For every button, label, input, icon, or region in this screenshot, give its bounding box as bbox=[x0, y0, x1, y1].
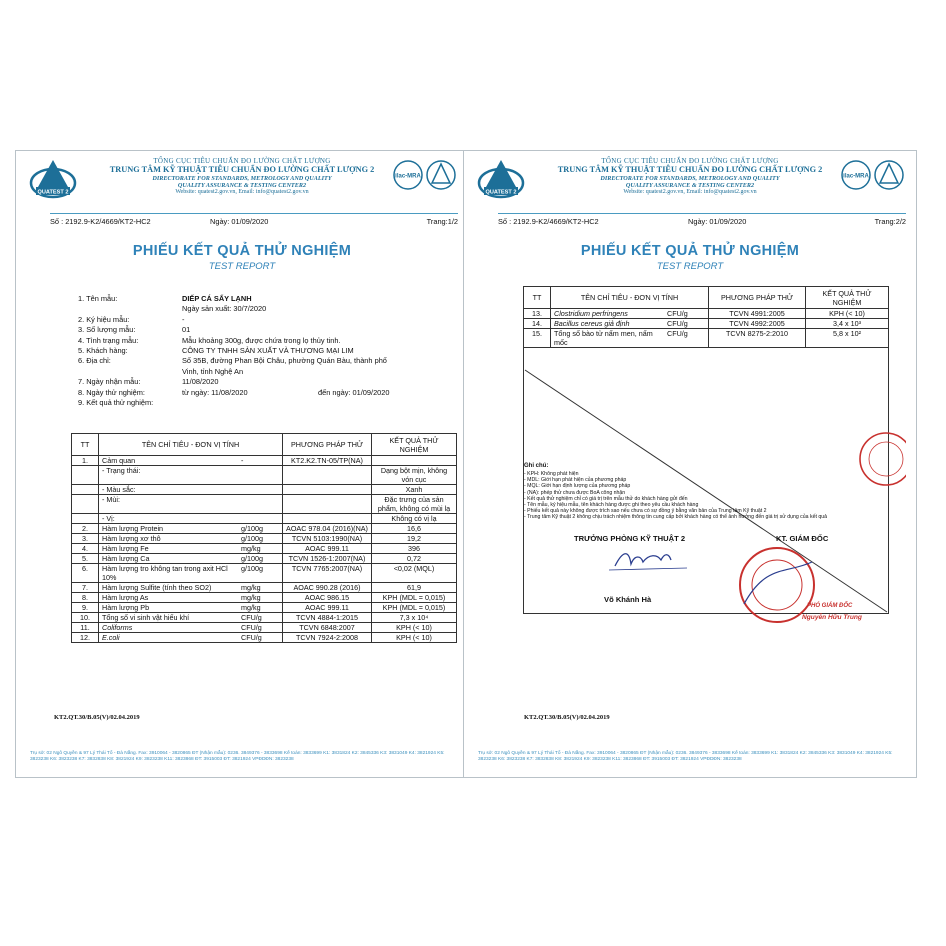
cell-tt bbox=[72, 495, 99, 514]
info-value: từ ngày: 11/08/2020 bbox=[182, 387, 248, 397]
cell-name: Hàm lượng Pb bbox=[99, 603, 239, 613]
cell-method bbox=[283, 485, 372, 495]
cell-name: - Mùi: bbox=[99, 495, 239, 514]
org-line-1: TỔNG CỤC TIÊU CHUẨN ĐO LƯỜNG CHẤT LƯỢNG bbox=[153, 157, 331, 165]
cell-tt: 7. bbox=[72, 583, 99, 593]
cell-unit: - bbox=[238, 456, 283, 466]
svg-text:ilac-MRA: ilac-MRA bbox=[395, 173, 421, 180]
cell-name: E.coli bbox=[99, 633, 239, 643]
cell-unit: mg/kg bbox=[238, 593, 283, 603]
org-line-3: DIRECTORATE FOR STANDARDS, METROLOGY AND QUALITY bbox=[152, 174, 332, 182]
cell-unit: CFU/g bbox=[238, 623, 283, 633]
report-page-1 bbox=[15, 150, 469, 778]
note-item: - Tên mẫu, ký hiệu mẫu, tên khách hàng được ghi theo yêu cầu khách hàng bbox=[524, 502, 699, 509]
report-subtitle: TEST REPORT bbox=[208, 261, 276, 272]
report-page-2 bbox=[463, 150, 917, 778]
svg-text:QUATEST 2: QUATEST 2 bbox=[485, 189, 517, 196]
info-label: 6. Địa chỉ: bbox=[78, 356, 111, 366]
info-row bbox=[78, 398, 458, 408]
note-item: - KPH: Không phát hiện bbox=[524, 471, 579, 477]
cell-unit bbox=[238, 466, 283, 485]
table-row bbox=[72, 514, 457, 524]
cell-name: Hàm lượng tro không tan trong axit HCl 10% bbox=[99, 564, 239, 583]
quatest-logo-icon bbox=[476, 157, 526, 201]
info-label: 9. Kết quả thử nghiệm: bbox=[78, 397, 154, 407]
cell-tt: 3. bbox=[72, 534, 99, 544]
cell-unit bbox=[238, 485, 283, 495]
cell-tt: 8. bbox=[72, 593, 99, 603]
quatest-logo-icon bbox=[28, 157, 78, 201]
notes-title: Ghi chú: bbox=[524, 463, 549, 469]
note-item: - MQL: Giới hạn định lượng của phương pháp bbox=[524, 483, 631, 490]
note-item: - (NA): phép thử chưa được BoA công nhận bbox=[524, 489, 626, 496]
org-line-2: TRUNG TÂM KỸ THUẬT TIÊU CHUẨN ĐO LƯỜNG CHẤT LƯỢNG 2 bbox=[557, 165, 823, 175]
cell-result: Đặc trưng của sản phẩm, không có mùi lạ bbox=[372, 495, 457, 514]
info-value: - bbox=[182, 314, 185, 324]
cell-method: TCVN 4991:2005 bbox=[709, 309, 806, 319]
cell-name: Tổng số bào tử nấm men, nấm mốc bbox=[551, 329, 665, 348]
table-row bbox=[72, 613, 457, 623]
page-indicator: Trang:2/2 bbox=[874, 217, 906, 226]
info-label: 7. Ngày nhận mẫu: bbox=[78, 377, 141, 387]
letterhead bbox=[464, 151, 916, 211]
info-value: Mẫu khoảng 300g, được chứa trong lọ thủy tinh. bbox=[182, 335, 341, 345]
cell-unit: CFU/g bbox=[664, 309, 709, 319]
strike-line bbox=[523, 286, 889, 614]
info-row bbox=[78, 304, 458, 314]
cell-method: TCVN 4992:2005 bbox=[709, 319, 806, 329]
table-row bbox=[72, 466, 457, 485]
col-tt: TT bbox=[72, 434, 99, 456]
sample-info bbox=[78, 294, 458, 408]
table-row bbox=[72, 623, 457, 633]
note-item: - Kết quả thử nghiệm chỉ có giá trị trên mẫu thử do khách hàng gửi đến bbox=[524, 495, 688, 502]
info-row bbox=[78, 336, 458, 346]
table-row bbox=[72, 593, 457, 603]
cell-tt: 11. bbox=[72, 623, 99, 633]
cell-unit bbox=[238, 495, 283, 514]
report-subtitle: TEST REPORT bbox=[656, 261, 724, 272]
report-date: Ngày: 01/09/2020 bbox=[210, 217, 269, 226]
cell-unit: CFU/g bbox=[664, 329, 709, 348]
cell-name: Coliforms bbox=[99, 623, 239, 633]
table-row bbox=[72, 564, 457, 583]
table-row bbox=[72, 544, 457, 554]
cell-tt: 10. bbox=[72, 613, 99, 623]
cell-tt bbox=[72, 514, 99, 524]
cell-unit: mg/kg bbox=[238, 603, 283, 613]
org-line-3: DIRECTORATE FOR STANDARDS, METROLOGY AND QUALITY bbox=[600, 174, 780, 182]
page-indicator: Trang:1/2 bbox=[426, 217, 458, 226]
cell-result: 3,4 x 10³ bbox=[806, 319, 889, 329]
cell-name: Cảm quan bbox=[99, 456, 239, 466]
col-result: KẾT QUẢ THỬ NGHIỆM bbox=[806, 287, 889, 309]
cell-method: AOAC 986.15 bbox=[283, 593, 372, 603]
table-row bbox=[72, 485, 457, 495]
cell-result: 19,2 bbox=[372, 534, 457, 544]
svg-text:QUATEST 2: QUATEST 2 bbox=[37, 189, 69, 196]
form-code: KT2.QT.30/B.05(V)/02.04.2019 bbox=[524, 714, 610, 721]
accreditation-seals-icon bbox=[392, 157, 458, 197]
cell-name: - Trạng thái: bbox=[99, 466, 239, 485]
footer-contact: Trụ sở: 02 Ngô Quyền & 97 Lý Thái Tổ - Đà Nẵng. Fax: 3910064 - 3820865 ĐT (Nhận mẫu): 0236. 3849376 - 3833698 Kế toán: 3833699 K1: 3831824 K2: 3845336 K3: 3831049 K4: 3821924 K5: 3823238 K6: 3823238 K7: 3832838 K8: 3821924 K9: 3823238 K11: 3823868 ĐT: 3915003 ĐT: 3821924 VPĐDĐN: 3823238 bbox=[478, 751, 893, 762]
table-row bbox=[72, 524, 457, 534]
table-row bbox=[72, 633, 457, 643]
cell-tt: 5. bbox=[72, 554, 99, 564]
note-item: - Trung tâm Kỹ thuật 2 không chịu trách nhiệm thông tin cung cấp bởi khách hàng có thể ảnh hưởng đến giá trị sử dụng của kết quả bbox=[524, 514, 827, 521]
cell-result: KPH (< 10) bbox=[372, 633, 457, 643]
cell-name: Hàm lượng Protein bbox=[99, 524, 239, 534]
info-row bbox=[78, 325, 458, 335]
report-meta bbox=[50, 217, 458, 229]
cell-result: 61,9 bbox=[372, 583, 457, 593]
cell-tt: 1. bbox=[72, 456, 99, 466]
results-table bbox=[71, 433, 457, 643]
info-label: 1. Tên mẫu: bbox=[78, 294, 118, 303]
cell-method: AOAC 990.28 (2016) bbox=[283, 583, 372, 593]
info-label: 5. Khách hàng: bbox=[78, 345, 128, 355]
info-row bbox=[78, 377, 458, 387]
col-tt: TT bbox=[524, 287, 551, 309]
cell-tt: 13. bbox=[524, 309, 551, 319]
col-name: TÊN CHỈ TIÊU - ĐƠN VỊ TÍNH bbox=[99, 434, 283, 456]
sign-left-title: TRƯỞNG PHÒNG KỸ THUẬT 2 bbox=[574, 534, 686, 543]
cell-tt bbox=[72, 466, 99, 485]
cell-tt bbox=[72, 485, 99, 495]
info-row bbox=[78, 367, 458, 377]
letterhead bbox=[16, 151, 468, 211]
note-item: - MDL: Giới hạn phát hiện của phương pháp bbox=[524, 477, 627, 484]
cell-result: Không có vị lạ bbox=[372, 514, 457, 524]
cell-method bbox=[283, 495, 372, 514]
signature-left-icon bbox=[609, 546, 689, 574]
info-label: 4. Tình trạng mẫu: bbox=[78, 335, 139, 345]
cell-result: Dạng bột mịn, không vón cục bbox=[372, 466, 457, 485]
edge-stamp-icon bbox=[846, 429, 906, 489]
cell-unit: CFU/g bbox=[238, 613, 283, 623]
info-value: Số 35B, đường Phan Bội Châu, phường Quán Bàu, thành phố bbox=[182, 356, 387, 366]
cell-method: AOAC 978.04 (2016)(NA) bbox=[283, 524, 372, 534]
cell-name: Hàm lượng Fe bbox=[99, 544, 239, 554]
sign-left-name: Võ Khánh Hà bbox=[604, 595, 652, 604]
info-row bbox=[78, 294, 458, 304]
cell-method: TCVN 4884-1:2015 bbox=[283, 613, 372, 623]
cell-name: Tổng số vi sinh vật hiếu khí bbox=[99, 613, 239, 623]
org-line-2: TRUNG TÂM KỸ THUẬT TIÊU CHUẨN ĐO LƯỜNG CHẤT LƯỢNG 2 bbox=[109, 165, 375, 175]
cell-tt: 4. bbox=[72, 544, 99, 554]
cell-unit: g/100g bbox=[238, 524, 283, 534]
cell-unit: g/100g bbox=[238, 554, 283, 564]
cell-name: Hàm lượng As bbox=[99, 593, 239, 603]
note-item: - Phiếu kết quả này không được trích sao nếu chưa có sự đồng ý bằng văn bản của Trung tâm Kỹ thuật 2 bbox=[524, 508, 767, 515]
cell-unit: mg/kg bbox=[238, 544, 283, 554]
cell-unit: mg/kg bbox=[238, 583, 283, 593]
cell-tt: 6. bbox=[72, 564, 99, 583]
cell-method: TCVN 8275-2:2010 bbox=[709, 329, 806, 348]
cell-result: 396 bbox=[372, 544, 457, 554]
cell-tt: 12. bbox=[72, 633, 99, 643]
cell-method: AOAC 999.11 bbox=[283, 544, 372, 554]
org-line-4: QUALITY ASSURANCE & TESTING CENTER2 bbox=[625, 181, 755, 189]
cell-name: Clostridium perfringens bbox=[551, 309, 665, 319]
org-line-1: TỔNG CỤC TIÊU CHUẨN ĐO LƯỜNG CHẤT LƯỢNG bbox=[601, 157, 779, 165]
report-meta bbox=[498, 217, 906, 229]
cell-result: KPH (< 10) bbox=[806, 309, 889, 319]
cell-tt: 9. bbox=[72, 603, 99, 613]
cell-result: KPH (MDL = 0,015) bbox=[372, 603, 457, 613]
cell-method bbox=[283, 466, 372, 485]
cell-result bbox=[372, 456, 457, 466]
accreditation-seals-icon bbox=[840, 157, 906, 197]
table-row bbox=[72, 456, 457, 466]
cell-result: 16,6 bbox=[372, 524, 457, 534]
cell-unit: CFU/g bbox=[664, 319, 709, 329]
info-value-end: đến ngày: 01/09/2020 bbox=[318, 387, 390, 397]
results-table-wrap bbox=[523, 286, 889, 614]
org-website: Website: quatest2.gov.vn, Email: info@quatest2.gov.vn bbox=[623, 188, 757, 195]
cell-name: Bacillus cereus giả định bbox=[551, 319, 665, 329]
report-title: PHIẾU KẾT QUẢ THỬ NGHIỆM bbox=[132, 243, 352, 259]
info-value: 11/08/2020 bbox=[182, 377, 219, 387]
col-result: KẾT QUẢ THỬ NGHIỆM bbox=[372, 434, 457, 456]
cell-result: KPH (MDL = 0,015) bbox=[372, 593, 457, 603]
info-label: 2. Ký hiệu mẫu: bbox=[78, 314, 130, 324]
footer-contact: Trụ sở: 02 Ngô Quyền & 97 Lý Thái Tổ - Đà Nẵng. Fax: 3910064 - 3820865 ĐT (Nhận mẫu): 0236. 3849376 - 3833698 Kế toán: 3833699 K1: 3831824 K2: 3845336 K3: 3831049 K4: 3821924 K5: 3823238 K6: 3823238 K7: 3832838 K8: 3821924 K9: 3823238 K11: 3823868 ĐT: 3915003 ĐT: 3821924 VPĐDĐN: 3823238 bbox=[30, 751, 445, 762]
org-line-4: QUALITY ASSURANCE & TESTING CENTER2 bbox=[177, 181, 307, 189]
col-name: TÊN CHỈ TIÊU - ĐƠN VỊ TÍNH bbox=[551, 287, 709, 309]
cell-method: TCVN 7765:2007(NA) bbox=[283, 564, 372, 583]
sign-right-name: Nguyễn Hữu Trung bbox=[802, 614, 862, 621]
cell-tt: 14. bbox=[524, 319, 551, 329]
report-number: Số : 2192.9-K2/4669/KT2-HC2 bbox=[498, 217, 599, 226]
cell-method bbox=[283, 514, 372, 524]
organization-block bbox=[86, 157, 398, 196]
col-method: PHƯƠNG PHÁP THỬ bbox=[283, 434, 372, 456]
cell-name: - Vị: bbox=[99, 514, 239, 524]
cell-name: - Màu sắc: bbox=[99, 485, 239, 495]
table-row bbox=[72, 534, 457, 544]
info-value: Vinh, tỉnh Nghệ An bbox=[182, 366, 244, 376]
org-website: Website: quatest2.gov.vn, Email: info@quatest2.gov.vn bbox=[175, 188, 309, 195]
cell-name: Hàm lượng Ca bbox=[99, 554, 239, 564]
cell-method: TCVN 6848:2007 bbox=[283, 623, 372, 633]
cell-method: TCVN 1526-1:2007(NA) bbox=[283, 554, 372, 564]
cell-method: KT2.K2.TN-05/TP(NA) bbox=[283, 456, 372, 466]
info-value: 01 bbox=[182, 325, 191, 335]
sign-right-title: KT. GIÁM ĐỐC bbox=[776, 534, 829, 543]
report-title: PHIẾU KẾT QUẢ THỬ NGHIỆM bbox=[580, 243, 800, 259]
notes-list bbox=[524, 471, 844, 521]
cell-name: Hàm lượng Sulfite (tính theo SO2) bbox=[99, 583, 239, 593]
cell-tt: 2. bbox=[72, 524, 99, 534]
table-row bbox=[72, 583, 457, 593]
report-number: Số : 2192.9-K2/4669/KT2-HC2 bbox=[50, 217, 151, 226]
info-value: DIẾP CÁ SẤY LẠNH bbox=[182, 294, 252, 303]
report-date: Ngày: 01/09/2020 bbox=[688, 217, 747, 226]
sign-right-role: PHÓ GIÁM ĐỐC bbox=[807, 603, 853, 609]
table-row bbox=[72, 495, 457, 514]
info-value: CÔNG TY TNHH SẢN XUẤT VÀ THƯƠNG MẠI LIM bbox=[182, 345, 354, 355]
info-value: Ngày sản xuất: 30/7/2020 bbox=[182, 304, 267, 314]
cell-result: <0,02 (MQL) bbox=[372, 564, 457, 583]
cell-name: Hàm lượng xơ thô bbox=[99, 534, 239, 544]
form-code: KT2.QT.30/B.05(V)/02.04.2019 bbox=[54, 714, 140, 721]
info-row bbox=[78, 346, 458, 356]
info-row bbox=[78, 388, 458, 398]
cell-result: Xanh bbox=[372, 485, 457, 495]
info-label: 8. Ngày thử nghiệm: bbox=[78, 387, 145, 397]
info-row bbox=[78, 356, 458, 366]
cell-unit bbox=[238, 514, 283, 524]
organization-block bbox=[534, 157, 846, 196]
info-label: 3. Số lượng mẫu: bbox=[78, 325, 136, 335]
table-row bbox=[72, 554, 457, 564]
cell-unit: g/100g bbox=[238, 534, 283, 544]
header-rule bbox=[498, 213, 906, 214]
cell-unit: CFU/g bbox=[238, 633, 283, 643]
cell-method: AOAC 999.11 bbox=[283, 603, 372, 613]
cell-unit: g/100g bbox=[238, 564, 283, 583]
info-row bbox=[78, 315, 458, 325]
cell-tt: 15. bbox=[524, 329, 551, 348]
cell-result: KPH (< 10) bbox=[372, 623, 457, 633]
header-rule bbox=[50, 213, 458, 214]
cell-method: TCVN 5103:1990(NA) bbox=[283, 534, 372, 544]
table-row bbox=[72, 603, 457, 613]
col-method: PHƯƠNG PHÁP THỬ bbox=[709, 287, 806, 309]
svg-text:ilac-MRA: ilac-MRA bbox=[843, 173, 869, 180]
cell-result: 5,8 x 10² bbox=[806, 329, 889, 348]
cell-method: TCVN 7924-2:2008 bbox=[283, 633, 372, 643]
cell-result: 0,72 bbox=[372, 554, 457, 564]
cell-result: 7,3 x 10⁴ bbox=[372, 613, 457, 623]
